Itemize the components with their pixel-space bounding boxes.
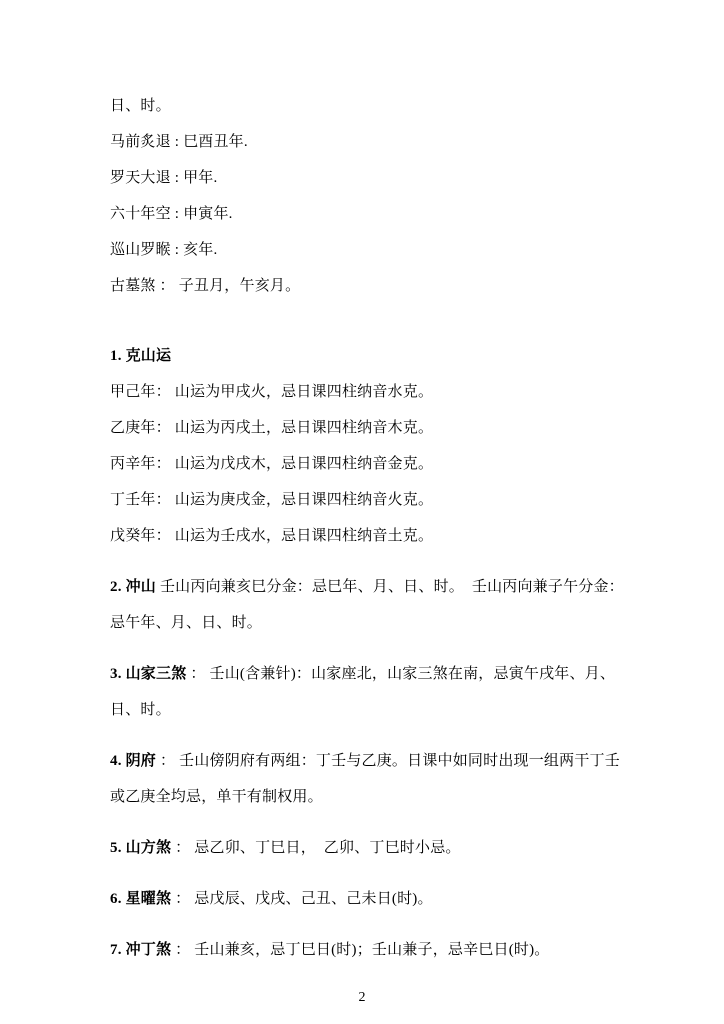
item-3-label: 3. 山家三煞 (110, 666, 187, 682)
top-line-3: 六十年空 : 申寅年. (110, 206, 233, 222)
page-number: 2 (358, 990, 366, 1005)
numbered-items (110, 569, 624, 968)
top-section (110, 88, 624, 304)
top-line-0: 日、时。 (110, 98, 171, 114)
item-7-separator: ： (171, 942, 191, 958)
item-7-label: 7. 冲丁煞 (110, 942, 172, 958)
item-3 (110, 656, 624, 728)
item-6 (110, 881, 624, 917)
item-5-text: 忌乙卯、丁巳日， 乙卯、丁巳时小忌。 (190, 840, 461, 856)
item-2-text: 壬山丙向兼亥巳分金：忌巳年、月、日、时。 壬山丙向兼子午分金：忌午年、月、日、时。 (110, 579, 624, 631)
item-4-label: 4. 阴府 (110, 753, 157, 769)
section-one-line-4: 戊癸年： 山运为壬戌水，忌日课四柱纳音土克。 (110, 528, 434, 544)
item-7-text: 壬山兼亥，忌丁巳日(时)；壬山兼子，忌辛巳日(时)。 (190, 942, 550, 958)
top-line-5: 古墓煞 ： 子丑月，午亥月。 (110, 278, 301, 294)
item-4-separator: ： (156, 753, 176, 769)
top-line-2: 罗天大退 : 甲年. (110, 170, 218, 186)
section-spacer (110, 304, 624, 338)
item-5-separator: ： (171, 840, 191, 856)
section-one-line-2: 丙辛年： 山运为戊戌木，忌日课四柱纳音金克。 (110, 456, 434, 472)
item-2 (110, 569, 624, 641)
item-3-text: 壬山(含兼针)：山家座北，山家三煞在南，忌寅午戌年、月、日、时。 (110, 666, 616, 718)
section-one (110, 338, 624, 554)
top-line-1: 马前炙退 : 巳酉丑年. (110, 134, 248, 150)
item-7 (110, 932, 624, 968)
section-one-line-1: 乙庚年： 山运为丙戌土，忌日课四柱纳音木克。 (110, 420, 434, 436)
section-one-line-0: 甲己年： 山运为甲戌火，忌日课四柱纳音水克。 (110, 384, 434, 400)
section-one-line-3: 丁壬年： 山运为庚戌金，忌日课四柱纳音火克。 (110, 492, 434, 508)
item-4 (110, 743, 624, 815)
item-6-text: 忌戊辰、戊戌、己丑、己未日(时)。 (190, 891, 433, 907)
item-3-separator: ： (186, 666, 206, 682)
item-4-text: 壬山傍阴府有两组：丁壬与乙庚。日课中如同时出现一组两干丁壬或乙庚全均忌，单干有制权用。 (110, 753, 620, 805)
item-6-separator: ： (171, 891, 191, 907)
top-line-4: 巡山罗睺 : 亥年. (110, 242, 218, 258)
item-6-label: 6. 星曜煞 (110, 891, 172, 907)
item-5 (110, 830, 624, 866)
item-2-label: 2. 冲山 (110, 579, 157, 595)
section-one-heading: 1. 克山运 (110, 348, 172, 364)
item-5-label: 5. 山方煞 (110, 840, 172, 856)
